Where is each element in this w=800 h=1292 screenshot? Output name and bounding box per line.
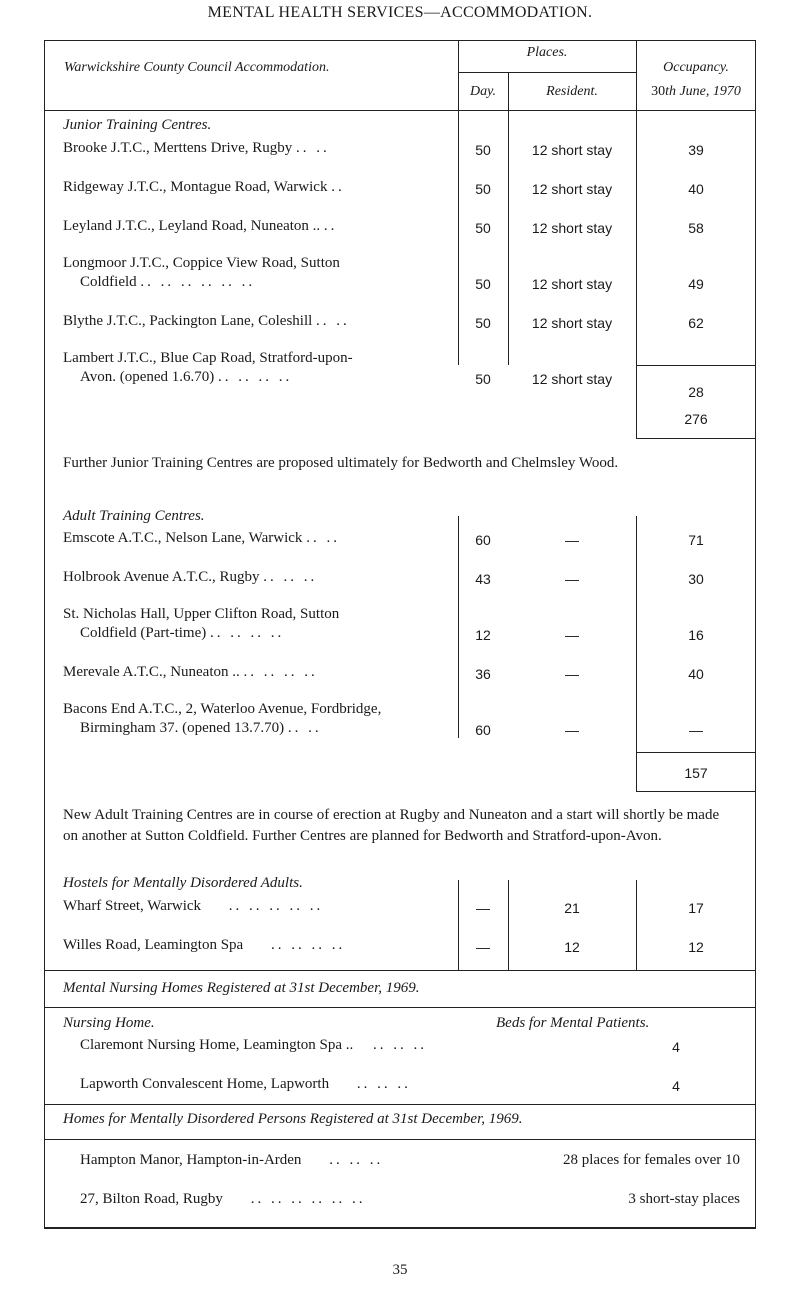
table-cell-day: 50 [475,220,491,236]
homes-title-rule [45,1139,755,1140]
homes-section-title: Homes for Mentally Disordered Persons Registered at 31st December, 1969. [63,1111,523,1127]
adult-occupancy-divider [636,516,637,791]
junior-heading: Junior Training Centres. [63,117,212,133]
header-occupancy: Occupancy. [663,60,729,75]
table-cell-occupancy: 12 [688,939,704,955]
table-cell-day: — [476,939,490,955]
page-title: MENTAL HEALTH SERVICES—ACCOMMODATION. [207,4,593,21]
places-subheader-rule [458,72,636,73]
table-cell-day: 50 [475,181,491,197]
table-cell-resident: 12 short stay [531,142,613,158]
list-item: Lambert J.T.C., Blue Cap Road, Stratford-upon- [63,350,353,366]
table-cell-resident: — [565,722,579,738]
list-item: Ridgeway J.T.C., Montague Road, Warwick .. [63,179,345,195]
table-cell-day: — [476,900,490,916]
table-cell-resident: — [565,666,579,682]
table-cell-occupancy: 16 [688,627,704,643]
hostels-heading: Hostels for Mentally Disordered Adults. [63,875,303,891]
nursing-title-rule [45,1007,755,1008]
table-cell-resident: — [565,627,579,643]
list-item-continuation: Birmingham 37. (opened 13.7.70) .. .. [80,720,322,736]
table-cell-occupancy: 28 [688,384,704,400]
table-cell-resident: 12 short stay [531,276,613,292]
table-cell-day: 43 [475,571,491,587]
header-occupancy-date: 30th June, 1970 [651,84,741,99]
table-cell-day: 50 [475,371,491,387]
header-accommodation: Warwickshire County Council Accommodation. [64,60,330,75]
list-item-continuation: Avon. (opened 1.6.70) .. .. .. .. [80,369,293,385]
list-item: Leyland J.T.C., Leyland Road, Nuneaton .. .. [63,218,338,234]
junior-total: 276 [684,411,708,427]
list-item: Claremont Nursing Home, Leamington Spa .. .. .. .. [80,1037,428,1053]
list-item-continuation: Coldfield .. .. .. .. .. .. [80,274,256,290]
list-item: 27, Bilton Road, Rugby .. .. .. .. .. .. [80,1191,366,1207]
table-cell-resident: 12 short stay [531,315,613,331]
table-cell-occupancy: 40 [688,181,704,197]
table-cell-day: 50 [475,276,491,292]
list-item: Bacons End A.T.C., 2, Waterloo Avenue, Fordbridge, [63,701,382,717]
table-cell-beds: 4 [672,1039,680,1055]
table-cell-occupancy: 58 [688,220,704,236]
adult-total-top-rule [636,752,756,753]
table-cell-resident: — [565,571,579,587]
list-item: Longmoor J.T.C., Coppice View Road, Sutton [63,255,340,271]
table-cell-beds: 4 [672,1078,680,1094]
table-cell-day: 12 [475,627,491,643]
adult-note: New Adult Training Centres are in course of erection at Rugby and Nuneaton and a start will shortly be made on another at Sutton Coldfield. Further Centres are planned for Bedworth and Stratford-upon-Avon. [63,807,720,844]
table-cell-places: 3 short-stay places [628,1191,740,1207]
table-cell-resident: 12 [564,939,580,955]
junior-total-bottom-rule [636,438,756,439]
junior-note: Further Junior Training Centres are proposed ultimately for Bedworth and Chelmsley Wood. [63,455,619,471]
nursing-bottom-rule [45,1104,755,1105]
table-cell-occupancy: 39 [688,142,704,158]
table-cell-resident: 12 short stay [531,181,613,197]
nursing-col-beds: Beds for Mental Patients. [496,1015,650,1031]
list-item-continuation: Coldfield (Part-time) .. .. .. .. [80,625,285,641]
header-bottom-rule [45,110,755,111]
page-number: 35 [392,1262,408,1278]
table-cell-resident: 21 [564,900,580,916]
table-cell-resident: 12 short stay [531,220,613,236]
table-cell-day: 50 [475,315,491,331]
list-item: Merevale A.T.C., Nuneaton .. .. .. .. .. [63,664,318,680]
table-cell-occupancy: 17 [688,900,704,916]
list-item: Hampton Manor, Hampton-in-Arden .. .. .. [80,1152,384,1168]
table-cell-occupancy: 49 [688,276,704,292]
adult-total-bottom-rule [636,791,756,792]
table-cell-resident: 12 short stay [531,371,613,387]
list-item: Lapworth Convalescent Home, Lapworth .. .. .. [80,1076,411,1092]
header-places: Places. [526,45,568,60]
hostels-day-divider [458,880,459,970]
table-cell-occupancy: 30 [688,571,704,587]
table-cell-day: 36 [475,666,491,682]
nursing-section-title: Mental Nursing Homes Registered at 31st December, 1969. [63,980,420,996]
table-cell-occupancy: 40 [688,666,704,682]
hostels-bottom-rule [45,970,755,971]
list-item: St. Nicholas Hall, Upper Clifton Road, Sutton [63,606,340,622]
list-item: Holbrook Avenue A.T.C., Rugby .. .. .. [63,569,318,585]
hostels-occupancy-divider [636,880,637,970]
header-day: Day. [469,84,497,99]
list-item: Willes Road, Leamington Spa .. .. .. .. [63,937,346,953]
table-cell-occupancy: — [689,722,703,738]
table-cell-day: 60 [475,722,491,738]
list-item: Brooke J.T.C., Merttens Drive, Rugby .. .. [63,140,330,156]
table-cell-places: 28 places for females over 10 [562,1152,740,1168]
table-cell-resident: — [565,532,579,548]
list-item: Emscote A.T.C., Nelson Lane, Warwick .. .. [63,530,340,546]
list-item: Blythe J.T.C., Packington Lane, Coleshill .. .. [63,313,350,329]
junior-total-top-rule [636,365,756,366]
nursing-col-home: Nursing Home. [63,1015,155,1031]
table-cell-occupancy: 71 [688,532,704,548]
table-cell-day: 60 [475,532,491,548]
header-resident: Resident. [546,84,598,99]
adult-total: 157 [684,765,708,781]
table-cell-occupancy: 62 [688,315,704,331]
table-cell-day: 50 [475,142,491,158]
hostels-resident-divider [508,880,509,970]
adult-heading: Adult Training Centres. [63,508,205,524]
list-item: Wharf Street, Warwick .. .. .. .. .. [63,898,324,914]
